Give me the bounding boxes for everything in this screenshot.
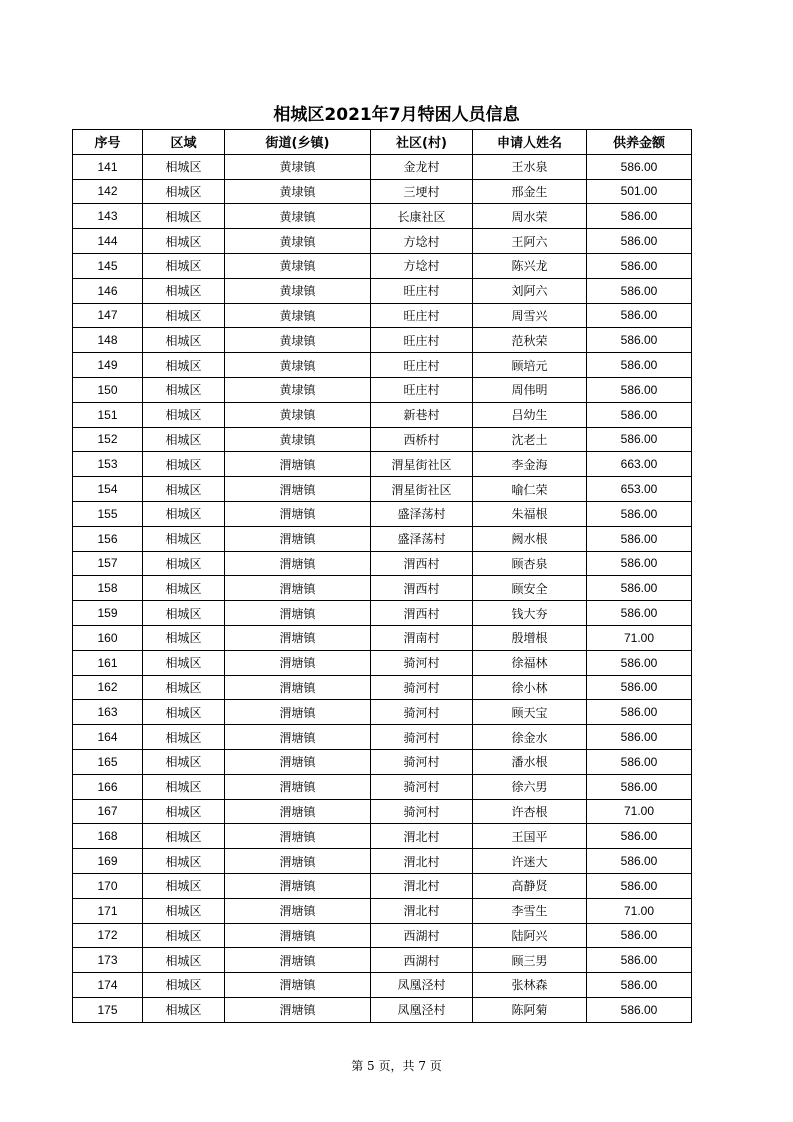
- cell-applicant: 陈阿菊: [473, 997, 587, 1022]
- cell-community: 长康社区: [371, 204, 473, 229]
- table-row: [73, 154, 692, 179]
- table-row: [73, 353, 692, 378]
- cell-community: 骑河村: [371, 700, 473, 725]
- cell-amount: 501.00: [587, 179, 692, 204]
- cell-applicant: 阙水根: [473, 526, 587, 551]
- cell-applicant: 王水泉: [473, 154, 587, 179]
- cell-amount: 586.00: [587, 402, 692, 427]
- cell-community: 方埝村: [371, 229, 473, 254]
- cell-applicant: 喻仁荣: [473, 477, 587, 502]
- page-title: 相城区2021年7月特困人员信息: [273, 105, 520, 125]
- cell-index: 158: [73, 576, 143, 601]
- cell-district: 相城区: [143, 229, 225, 254]
- cell-amount: 586.00: [587, 997, 692, 1022]
- cell-applicant: 钱大夯: [473, 601, 587, 626]
- cell-district: 相城区: [143, 328, 225, 353]
- cell-applicant: 周伟明: [473, 377, 587, 402]
- cell-applicant: 顾杏泉: [473, 551, 587, 576]
- cell-applicant: 陈兴龙: [473, 253, 587, 278]
- table-row: [73, 849, 692, 874]
- cell-index: 174: [73, 973, 143, 998]
- cell-amount: 586.00: [587, 328, 692, 353]
- cell-index: 162: [73, 675, 143, 700]
- table-row: [73, 576, 692, 601]
- cell-amount: 586.00: [587, 303, 692, 328]
- table-row: [73, 452, 692, 477]
- cell-community: 西湖村: [371, 948, 473, 973]
- cell-amount: 586.00: [587, 526, 692, 551]
- table-row: [73, 973, 692, 998]
- header-community: 社区(村): [371, 130, 473, 155]
- cell-street: 渭塘镇: [225, 973, 371, 998]
- table-row: [73, 253, 692, 278]
- cell-community: 西湖村: [371, 923, 473, 948]
- table-row: [73, 477, 692, 502]
- cell-amount: 586.00: [587, 749, 692, 774]
- cell-street: 黄埭镇: [225, 303, 371, 328]
- cell-street: 渭塘镇: [225, 923, 371, 948]
- table-row: [73, 700, 692, 725]
- cell-amount: 586.00: [587, 948, 692, 973]
- cell-district: 相城区: [143, 601, 225, 626]
- cell-community: 渭西村: [371, 601, 473, 626]
- cell-street: 渭塘镇: [225, 452, 371, 477]
- cell-district: 相城区: [143, 650, 225, 675]
- cell-street: 渭塘镇: [225, 774, 371, 799]
- cell-street: 渭塘镇: [225, 601, 371, 626]
- cell-street: 渭塘镇: [225, 501, 371, 526]
- cell-street: 渭塘镇: [225, 873, 371, 898]
- cell-amount: 586.00: [587, 229, 692, 254]
- header-district: 区域: [143, 130, 225, 155]
- cell-district: 相城区: [143, 477, 225, 502]
- cell-amount: 586.00: [587, 353, 692, 378]
- cell-district: 相城区: [143, 700, 225, 725]
- cell-district: 相城区: [143, 253, 225, 278]
- cell-index: 142: [73, 179, 143, 204]
- table-row: [73, 824, 692, 849]
- cell-community: 渭西村: [371, 576, 473, 601]
- cell-index: 160: [73, 625, 143, 650]
- cell-street: 黄埭镇: [225, 328, 371, 353]
- cell-district: 相城区: [143, 774, 225, 799]
- cell-amount: 586.00: [587, 824, 692, 849]
- cell-applicant: 顾安全: [473, 576, 587, 601]
- cell-street: 渭塘镇: [225, 725, 371, 750]
- cell-district: 相城区: [143, 501, 225, 526]
- cell-applicant: 潘水根: [473, 749, 587, 774]
- cell-district: 相城区: [143, 154, 225, 179]
- table-row: [73, 278, 692, 303]
- cell-applicant: 张林森: [473, 973, 587, 998]
- cell-index: 147: [73, 303, 143, 328]
- cell-amount: 71.00: [587, 625, 692, 650]
- table-row: [73, 774, 692, 799]
- cell-applicant: 许迷大: [473, 849, 587, 874]
- table-row: [73, 229, 692, 254]
- cell-district: 相城区: [143, 551, 225, 576]
- header-amount: 供养金额: [587, 130, 692, 155]
- cell-street: 渭塘镇: [225, 799, 371, 824]
- cell-street: 渭塘镇: [225, 477, 371, 502]
- table-row: [73, 625, 692, 650]
- cell-amount: 586.00: [587, 253, 692, 278]
- cell-district: 相城区: [143, 725, 225, 750]
- cell-community: 骑河村: [371, 725, 473, 750]
- cell-community: 旺庄村: [371, 328, 473, 353]
- cell-community: 金龙村: [371, 154, 473, 179]
- cell-amount: 586.00: [587, 973, 692, 998]
- cell-index: 157: [73, 551, 143, 576]
- cell-amount: 586.00: [587, 576, 692, 601]
- table-row: [73, 601, 692, 626]
- cell-amount: 663.00: [587, 452, 692, 477]
- cell-amount: 586.00: [587, 774, 692, 799]
- cell-community: 渭北村: [371, 849, 473, 874]
- cell-amount: 653.00: [587, 477, 692, 502]
- table-row: [73, 526, 692, 551]
- table-row: [73, 501, 692, 526]
- cell-district: 相城区: [143, 526, 225, 551]
- cell-community: 西桥村: [371, 427, 473, 452]
- table-row: [73, 427, 692, 452]
- cell-district: 相城区: [143, 675, 225, 700]
- cell-index: 145: [73, 253, 143, 278]
- table-row: [73, 799, 692, 824]
- cell-district: 相城区: [143, 576, 225, 601]
- cell-district: 相城区: [143, 923, 225, 948]
- cell-applicant: 陆阿兴: [473, 923, 587, 948]
- cell-amount: 586.00: [587, 278, 692, 303]
- cell-index: 164: [73, 725, 143, 750]
- cell-index: 173: [73, 948, 143, 973]
- cell-district: 相城区: [143, 179, 225, 204]
- cell-amount: 586.00: [587, 427, 692, 452]
- cell-applicant: 李金海: [473, 452, 587, 477]
- cell-index: 170: [73, 873, 143, 898]
- cell-amount: 586.00: [587, 377, 692, 402]
- cell-street: 黄埭镇: [225, 204, 371, 229]
- header-applicant: 申请人姓名: [473, 130, 587, 155]
- cell-street: 渭塘镇: [225, 898, 371, 923]
- cell-index: 161: [73, 650, 143, 675]
- cell-applicant: 王阿六: [473, 229, 587, 254]
- header-row: [73, 130, 692, 155]
- cell-district: 相城区: [143, 948, 225, 973]
- cell-community: 凤凰泾村: [371, 997, 473, 1022]
- cell-community: 旺庄村: [371, 353, 473, 378]
- table-row: [73, 675, 692, 700]
- cell-district: 相城区: [143, 427, 225, 452]
- cell-amount: 586.00: [587, 501, 692, 526]
- cell-amount: 586.00: [587, 700, 692, 725]
- table-body: [73, 154, 692, 1022]
- cell-index: 159: [73, 601, 143, 626]
- header-index: 序号: [73, 130, 143, 155]
- cell-index: 172: [73, 923, 143, 948]
- cell-street: 渭塘镇: [225, 650, 371, 675]
- cell-street: 黄埭镇: [225, 253, 371, 278]
- cell-community: 盛泽荡村: [371, 501, 473, 526]
- cell-street: 黄埭镇: [225, 278, 371, 303]
- cell-community: 新巷村: [371, 402, 473, 427]
- cell-index: 156: [73, 526, 143, 551]
- cell-applicant: 徐福林: [473, 650, 587, 675]
- cell-community: 渭南村: [371, 625, 473, 650]
- cell-applicant: 周雪兴: [473, 303, 587, 328]
- cell-amount: 586.00: [587, 154, 692, 179]
- cell-index: 143: [73, 204, 143, 229]
- table-row: [73, 898, 692, 923]
- cell-street: 渭塘镇: [225, 526, 371, 551]
- cell-community: 旺庄村: [371, 377, 473, 402]
- cell-applicant: 朱福根: [473, 501, 587, 526]
- cell-district: 相城区: [143, 799, 225, 824]
- cell-index: 149: [73, 353, 143, 378]
- table-row: [73, 377, 692, 402]
- cell-index: 175: [73, 997, 143, 1022]
- cell-index: 171: [73, 898, 143, 923]
- cell-community: 骑河村: [371, 650, 473, 675]
- cell-district: 相城区: [143, 452, 225, 477]
- cell-applicant: 邢金生: [473, 179, 587, 204]
- cell-district: 相城区: [143, 997, 225, 1022]
- cell-district: 相城区: [143, 973, 225, 998]
- data-table: [72, 129, 692, 1023]
- cell-amount: 71.00: [587, 898, 692, 923]
- cell-community: 骑河村: [371, 749, 473, 774]
- cell-district: 相城区: [143, 849, 225, 874]
- cell-index: 154: [73, 477, 143, 502]
- table-row: [73, 948, 692, 973]
- cell-community: 旺庄村: [371, 303, 473, 328]
- cell-index: 167: [73, 799, 143, 824]
- cell-street: 渭塘镇: [225, 849, 371, 874]
- header-street: 街道(乡镇): [225, 130, 371, 155]
- cell-amount: 586.00: [587, 725, 692, 750]
- cell-district: 相城区: [143, 625, 225, 650]
- cell-district: 相城区: [143, 898, 225, 923]
- cell-district: 相城区: [143, 278, 225, 303]
- cell-community: 三埂村: [371, 179, 473, 204]
- cell-applicant: 高静贤: [473, 873, 587, 898]
- cell-index: 152: [73, 427, 143, 452]
- cell-applicant: 范秋荣: [473, 328, 587, 353]
- cell-district: 相城区: [143, 353, 225, 378]
- cell-index: 153: [73, 452, 143, 477]
- cell-community: 渭北村: [371, 898, 473, 923]
- table-row: [73, 725, 692, 750]
- cell-community: 渭星街社区: [371, 477, 473, 502]
- cell-amount: 586.00: [587, 849, 692, 874]
- cell-community: 渭西村: [371, 551, 473, 576]
- cell-street: 黄埭镇: [225, 402, 371, 427]
- cell-street: 黄埭镇: [225, 229, 371, 254]
- cell-community: 渭北村: [371, 824, 473, 849]
- cell-street: 渭塘镇: [225, 551, 371, 576]
- cell-applicant: 李雪生: [473, 898, 587, 923]
- cell-amount: 586.00: [587, 650, 692, 675]
- cell-district: 相城区: [143, 303, 225, 328]
- cell-applicant: 殷增根: [473, 625, 587, 650]
- table-row: [73, 749, 692, 774]
- cell-applicant: 许杏根: [473, 799, 587, 824]
- table-row: [73, 204, 692, 229]
- cell-street: 黄埭镇: [225, 179, 371, 204]
- cell-community: 渭北村: [371, 873, 473, 898]
- cell-index: 146: [73, 278, 143, 303]
- table-row: [73, 873, 692, 898]
- cell-index: 144: [73, 229, 143, 254]
- table-row: [73, 650, 692, 675]
- cell-index: 165: [73, 749, 143, 774]
- cell-community: 骑河村: [371, 774, 473, 799]
- cell-index: 150: [73, 377, 143, 402]
- table-row: [73, 402, 692, 427]
- cell-amount: 586.00: [587, 675, 692, 700]
- cell-applicant: 王国平: [473, 824, 587, 849]
- cell-applicant: 刘阿六: [473, 278, 587, 303]
- cell-index: 166: [73, 774, 143, 799]
- cell-applicant: 周水荣: [473, 204, 587, 229]
- cell-community: 凤凰泾村: [371, 973, 473, 998]
- cell-street: 黄埭镇: [225, 353, 371, 378]
- table-row: [73, 997, 692, 1022]
- cell-district: 相城区: [143, 873, 225, 898]
- cell-index: 148: [73, 328, 143, 353]
- cell-amount: 586.00: [587, 873, 692, 898]
- cell-street: 渭塘镇: [225, 948, 371, 973]
- table-row: [73, 923, 692, 948]
- cell-index: 155: [73, 501, 143, 526]
- page-footer: 第 5 页，共 7 页: [351, 1059, 442, 1073]
- cell-street: 渭塘镇: [225, 576, 371, 601]
- cell-district: 相城区: [143, 402, 225, 427]
- cell-street: 黄埭镇: [225, 427, 371, 452]
- cell-applicant: 徐六男: [473, 774, 587, 799]
- cell-applicant: 吕幼生: [473, 402, 587, 427]
- cell-district: 相城区: [143, 824, 225, 849]
- cell-community: 旺庄村: [371, 278, 473, 303]
- cell-amount: 586.00: [587, 204, 692, 229]
- cell-amount: 586.00: [587, 601, 692, 626]
- cell-applicant: 徐金水: [473, 725, 587, 750]
- cell-street: 渭塘镇: [225, 675, 371, 700]
- cell-index: 169: [73, 849, 143, 874]
- cell-applicant: 顾培元: [473, 353, 587, 378]
- cell-street: 渭塘镇: [225, 625, 371, 650]
- table-row: [73, 179, 692, 204]
- cell-index: 163: [73, 700, 143, 725]
- cell-amount: 71.00: [587, 799, 692, 824]
- cell-community: 骑河村: [371, 675, 473, 700]
- cell-applicant: 顾天宝: [473, 700, 587, 725]
- cell-applicant: 沈老土: [473, 427, 587, 452]
- cell-street: 渭塘镇: [225, 824, 371, 849]
- cell-district: 相城区: [143, 749, 225, 774]
- cell-community: 骑河村: [371, 799, 473, 824]
- cell-street: 黄埭镇: [225, 377, 371, 402]
- cell-district: 相城区: [143, 377, 225, 402]
- cell-street: 渭塘镇: [225, 997, 371, 1022]
- cell-amount: 586.00: [587, 551, 692, 576]
- cell-district: 相城区: [143, 204, 225, 229]
- cell-street: 渭塘镇: [225, 749, 371, 774]
- cell-street: 渭塘镇: [225, 700, 371, 725]
- table-row: [73, 303, 692, 328]
- cell-street: 黄埭镇: [225, 154, 371, 179]
- table-row: [73, 551, 692, 576]
- cell-applicant: 顾三男: [473, 948, 587, 973]
- cell-index: 151: [73, 402, 143, 427]
- cell-community: 渭星街社区: [371, 452, 473, 477]
- cell-amount: 586.00: [587, 923, 692, 948]
- cell-index: 168: [73, 824, 143, 849]
- cell-index: 141: [73, 154, 143, 179]
- cell-applicant: 徐小林: [473, 675, 587, 700]
- cell-community: 方埝村: [371, 253, 473, 278]
- table-row: [73, 328, 692, 353]
- cell-community: 盛泽荡村: [371, 526, 473, 551]
